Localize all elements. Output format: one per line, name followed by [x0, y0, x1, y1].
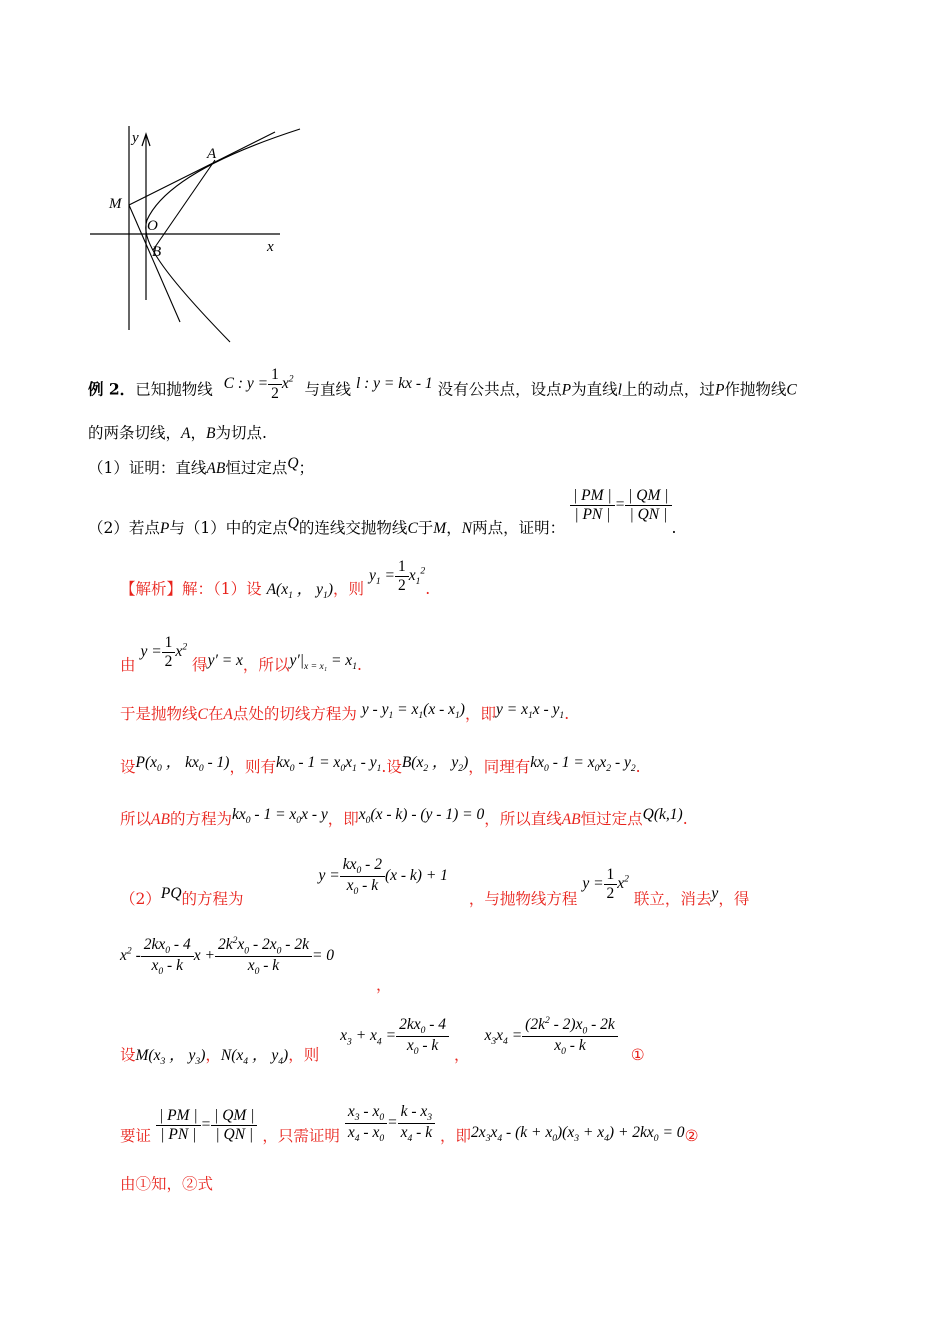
point-m: $M(x_3$ ， $y_3$) — [135, 1047, 206, 1068]
label-m: M — [109, 196, 122, 212]
solution-step1: 【解析】解：（1）设 $A(x_1$ ， $y_1$)，则 $y_1$ = $\frac{1}{2}$ $x_1^2$. — [120, 558, 431, 602]
vieta-product: $x_3x_4$ = $\frac{(2k^2 - 2)x_0 - 2k}{x_0 - k}$ — [484, 1015, 617, 1057]
label-y: y — [132, 130, 139, 146]
parabola-equation: C : y = $\frac{1}{2}$ $x^2$ — [223, 366, 294, 402]
point-a-on-parabola: $y_1$ = $\frac{1}{2}$ $x_1^2$ — [368, 558, 426, 595]
derivative-eq: y′ = x — [207, 652, 243, 669]
point-b: $B(x_2$ ， $y_2$) — [401, 754, 469, 775]
solution-step10: 由①知，②式 — [120, 1175, 214, 1193]
line-ab-eq: $kx_0 - 1 = x_0x - y$ — [231, 806, 328, 827]
marker-1: ① — [630, 1046, 645, 1064]
solution-step9: 要证 $\frac{| PM |}{| PN |}$ = $\frac{| QM |}{| QN |}$ ，只需证明 $\frac{x_3 - x_0}{x_4 - x_0}$ = $\frac{k - x_3}{x_4 - k}$ ，即$2x_3x_4 - (k + x_0)(x_3 + x_4) + 2kx_0$ = 0② — [120, 1102, 699, 1145]
parabola-curve — [146, 129, 300, 342]
tangent-eq-1: $y - y_1 = x_1(x - x_1)$ — [361, 701, 465, 722]
condition-eq: $2x_3x_4 - (k + x_0)(x_3 + x_4) + 2kx_0 = 0$ — [471, 1124, 685, 1145]
question-1: （1）证明：直线AB恒过定点Q； — [88, 455, 315, 477]
parabola-tangent-figure — [85, 120, 315, 355]
solution-step5: 所以AB的方程为$kx_0 - 1 = x_0x - y$，即$x_0(x - k) - (y - 1) = 0$，所以直线AB恒过定点Q(k,1). — [120, 806, 688, 828]
question-2: （2）若点P与（1）中的定点Q的连线交抛物线C于M，N两点，证明： $\frac{| PM |}{| PN |}$ = $\frac{| QM |}{| QN |}$ . — [88, 487, 677, 537]
parabola-eq-2: y = $\frac{1}{2}$ $x^2$ — [140, 634, 188, 671]
marker-2: ② — [684, 1127, 699, 1145]
solution-step8: 设$M(x_3$ ， $y_3$)，$N(x_4$ ， $y_4$)，则 $x_3 + x_4$ = $\frac{2kx_0 - 4}{x_0 - k}$ ， $x_3x_4$ = $\frac{(2k^2 - 2)x_0 - 2k}{x_0 - k}$ ① — [120, 1014, 645, 1068]
line-equation: l : y = kx - 1 — [355, 375, 433, 393]
solution-step6: （2）PQ的方程为 y = $\frac{kx_0 - 2}{x_0 - k}$ (x - k) + 1 ，与抛物线方程 y = $\frac{1}{2}$ $x^2$ 联立，消去y，得 — [120, 855, 750, 908]
solution-step7: $x^2$ - $\frac{2kx_0 - 4}{x_0 - k}$ x + $\frac{2k^2x_0 - 2x_0 - 2k}{x_0 - k}$ = 0 ， — [120, 935, 392, 995]
ratio-x-eq: $\frac{x_3 - x_0}{x_4 - x_0}$ = $\frac{k - x_3}{x_4 - k}$ — [345, 1103, 435, 1144]
example2-title: 例 2． — [88, 379, 136, 399]
label-x: x — [267, 239, 274, 255]
label-b: B — [152, 244, 162, 260]
point-p: $P(x_0$ ， $kx_0 - 1$) — [135, 754, 230, 775]
solution-step3: 于是抛物线C在A点处的切线方程为 $y - y_1 = x_1(x - x_1)$，即$y = x_1x - y_1$. — [120, 701, 570, 723]
derivative-at-x1: $y'|_{x = x_1} = x_1$ — [289, 652, 357, 673]
fixed-point-q: Q(k,1) — [642, 806, 683, 823]
vieta-sum: $x_3 + x_4$ = $\frac{2kx_0 - 4}{x_0 - k}$ — [340, 1016, 449, 1057]
line-ab-eq-2: $x_0(x - k) - (y - 1) = 0$ — [358, 806, 485, 827]
tangent-eq-2: $y = x_1x - y_1$ — [495, 701, 565, 722]
point-a: $A(x_1$ ， $y_1$) — [266, 581, 333, 602]
ratio-equation: $\frac{| PM |}{| PN |}$ = $\frac{| QM |}{| QN |}$ — [570, 487, 672, 524]
label-o: O — [147, 218, 158, 234]
analysis-tag: 【解析】 — [120, 580, 183, 598]
chord-ab — [153, 160, 215, 250]
tangent-line-ma — [129, 132, 275, 205]
solution-step4: 设$P(x_0$ ， $kx_0 - 1$)，则有$kx_0 - 1 = x_0x_1 - y_1$.设$B(x_2$ ， $y_2$)，同理有$kx_0 - 1 = x_0x_2 - y_2$. — [120, 754, 641, 776]
solution-step2: 由 y = $\frac{1}{2}$ $x^2$ 得y′ = x，所以$y'|_{x = x_1} = x_1$. — [120, 634, 362, 674]
ratio-to-prove: $\frac{| PM |}{| PN |}$ = $\frac{| QM |}{| QN |}$ — [156, 1107, 258, 1144]
p-on-tangent-a: $kx_0 - 1 = x_0x_1 - y_1$ — [275, 754, 382, 775]
point-n: $N(x_4$ ， $y_4$) — [220, 1047, 289, 1068]
parabola-eq-3: y = $\frac{1}{2}$ $x^2$ — [582, 866, 629, 903]
example2-line2: 的两条切线，A，B为切点. — [88, 424, 267, 442]
line-pq-eq: y = $\frac{kx_0 - 2}{x_0 - k}$ (x - k) + 1 — [318, 855, 448, 897]
quadratic-eq: $x^2$ - $\frac{2kx_0 - 4}{x_0 - k}$ x + $\frac{2k^2x_0 - 2x_0 - 2k}{x_0 - k}$ = 0 — [120, 935, 335, 978]
example2-line1: 例 2．已知抛物线 C : y = $\frac{1}{2}$ $x^2$ 与直线 l : y = kx - 1 没有公共点，设点P为直线l上的动点，过P作抛物线C — [88, 366, 797, 402]
label-a: A — [207, 146, 217, 162]
p-on-tangent-b: $kx_0 - 1 = x_0x_2 - y_2$ — [530, 754, 636, 775]
